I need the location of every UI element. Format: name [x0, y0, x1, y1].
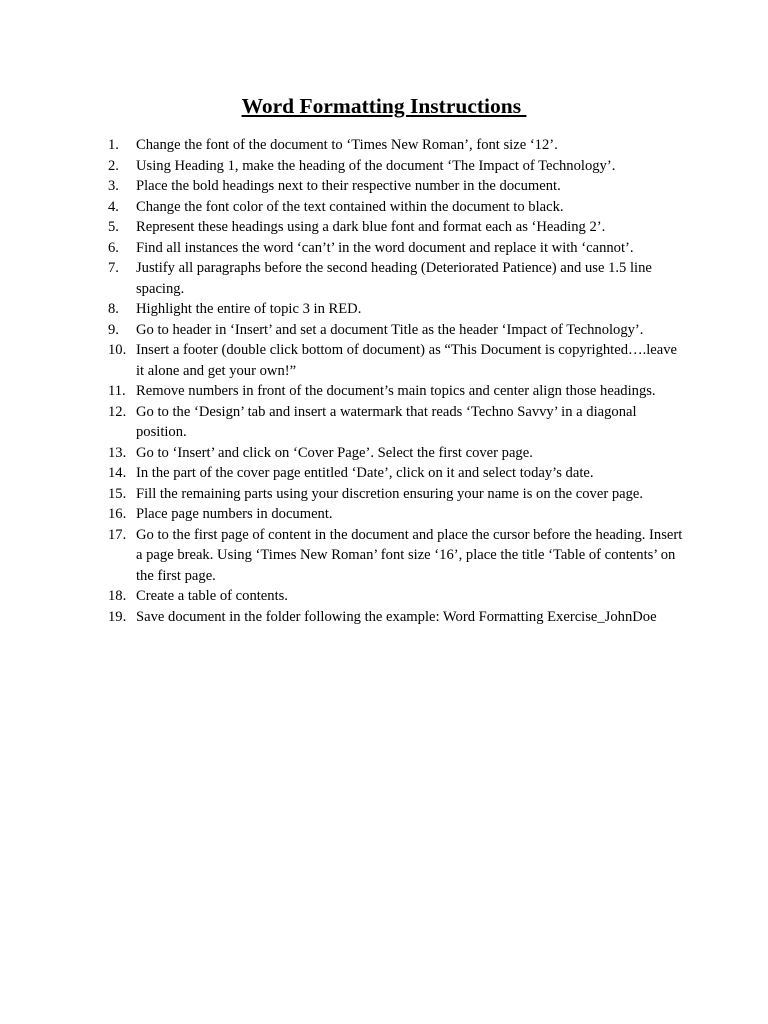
- instruction-item: [108, 258, 688, 299]
- instruction-item: [108, 504, 688, 525]
- instruction-item: [108, 443, 688, 464]
- instruction-text: Go to the ‘Design’ tab and insert a watermark that reads ‘Techno Savvy’ in a diagonal position.: [136, 403, 637, 440]
- instruction-number: 19.: [108, 608, 127, 625]
- instruction-number: 2.: [108, 157, 119, 174]
- instruction-text: Create a table of contents.: [136, 588, 288, 604]
- instruction-number: 4.: [108, 198, 119, 215]
- instruction-number: 8.: [108, 301, 119, 317]
- instruction-text: Go to header in ‘Insert’ and set a document Title as the header ‘Impact of Technology’.: [136, 321, 644, 338]
- instruction-item: [108, 299, 688, 320]
- instruction-item: [108, 402, 688, 443]
- instruction-item: [108, 381, 688, 402]
- instruction-text: Using Heading 1, make the heading of the document ‘The Impact of Technology’.: [136, 157, 616, 174]
- instruction-text: Insert a footer (double click bottom of document) as “This Document is copyrighted….leave it alone and get your own!”: [136, 342, 678, 379]
- instruction-number: 11.: [108, 383, 126, 399]
- instruction-item: [108, 484, 688, 505]
- instruction-number: 9.: [108, 321, 119, 338]
- instruction-text: In the part of the cover page entitled ‘Date’, click on it and select today’s date.: [136, 465, 594, 481]
- instruction-item: [108, 176, 688, 197]
- instruction-item: [108, 607, 688, 628]
- instruction-number: 5.: [108, 219, 119, 235]
- instruction-text: Find all instances the word ‘can’t’ in the word document and replace it with ‘cannot’.: [136, 239, 634, 256]
- instruction-text: Fill the remaining parts using your discretion ensuring your name is on the cover page.: [136, 485, 644, 502]
- instruction-number: 3.: [108, 178, 119, 194]
- instruction-text: Justify all paragraphs before the second heading (Deteriorated Patience) and use 1.5 line spacing.: [136, 260, 652, 297]
- document-title: Word Formatting Instructions: [241, 94, 527, 118]
- instruction-text: Change the font of the document to ‘Times New Roman’, font size ‘12’.: [136, 137, 558, 153]
- instruction-text: Represent these headings using a dark blue font and format each as ‘Heading 2’.: [136, 219, 606, 235]
- instruction-list: [108, 135, 688, 627]
- instruction-number: 7.: [108, 260, 119, 276]
- instruction-text: Place the bold headings next to their respective number in the document.: [136, 178, 561, 194]
- instruction-text: Go to the first page of content in the document and place the cursor before the heading. Insert a page break. Using ‘Times New Roman’ font size ‘16’, place the title ‘Table of contents’ on the first page.: [136, 526, 683, 584]
- instruction-text: Place page numbers in document.: [136, 506, 333, 522]
- instruction-text: Change the font color of the text contained within the document to black.: [136, 198, 564, 215]
- instruction-number: 14.: [108, 465, 127, 481]
- instruction-number: 18.: [108, 588, 127, 604]
- instruction-number: 15.: [108, 485, 127, 502]
- instruction-number: 1.: [108, 137, 119, 153]
- instruction-item: [108, 340, 688, 381]
- instruction-number: 12.: [108, 403, 127, 420]
- instruction-item: [108, 217, 688, 238]
- instruction-item: [108, 586, 688, 607]
- instruction-item: [108, 463, 688, 484]
- instruction-number: 16.: [108, 506, 127, 522]
- instruction-item: [108, 525, 688, 587]
- instruction-item: [108, 135, 688, 156]
- instruction-number: 6.: [108, 239, 119, 256]
- instruction-text: Go to ‘Insert’ and click on ‘Cover Page’. Select the first cover page.: [136, 444, 533, 461]
- instruction-text: Save document in the folder following the example: Word Formatting Exercise_JohnDoe: [136, 608, 657, 625]
- instruction-number: 10.: [108, 342, 127, 358]
- instruction-number: 17.: [108, 526, 127, 543]
- instruction-text: Highlight the entire of topic 3 in RED.: [136, 301, 362, 317]
- instruction-item: [108, 156, 688, 177]
- instruction-item: [108, 320, 688, 341]
- instruction-number: 13.: [108, 444, 127, 461]
- instruction-item: [108, 238, 688, 259]
- instruction-item: [108, 197, 688, 218]
- instruction-text: Remove numbers in front of the document’s main topics and center align those headings.: [136, 383, 656, 399]
